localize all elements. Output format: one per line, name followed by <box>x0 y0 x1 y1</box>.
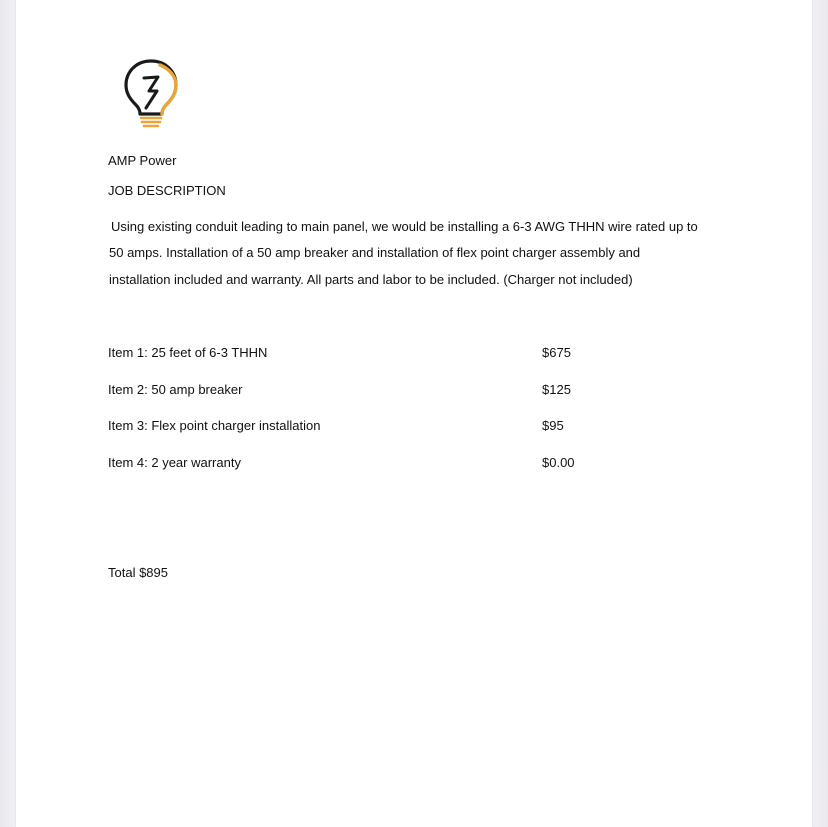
description-line: 50 amps. Installation of a 50 amp breaker and installation of flex point charger assembly and <box>109 245 641 260</box>
item-label: Item 2: 50 amp breaker <box>108 382 243 397</box>
company-name: AMP Power <box>108 153 177 168</box>
item-label: Item 1: 25 feet of 6-3 THHN <box>108 345 268 360</box>
item-price: $675 <box>542 345 571 360</box>
item-label: Item 4: 2 year warranty <box>108 455 241 470</box>
item-price: $95 <box>542 418 564 433</box>
document-page <box>16 0 812 827</box>
description-line: installation included and warranty. All parts and labor to be included. (Charger not included) <box>109 272 633 287</box>
total-amount: Total $895 <box>108 565 168 580</box>
item-label: Item 3: Flex point charger installation <box>108 418 321 433</box>
section-heading: JOB DESCRIPTION <box>108 183 226 198</box>
lightbulb-bolt-icon <box>120 56 182 130</box>
item-price: $0.00 <box>542 455 575 470</box>
item-price: $125 <box>542 382 571 397</box>
description-line: Using existing conduit leading to main panel, we would be installing a 6-3 AWG THHN wire rated up to <box>111 219 698 234</box>
